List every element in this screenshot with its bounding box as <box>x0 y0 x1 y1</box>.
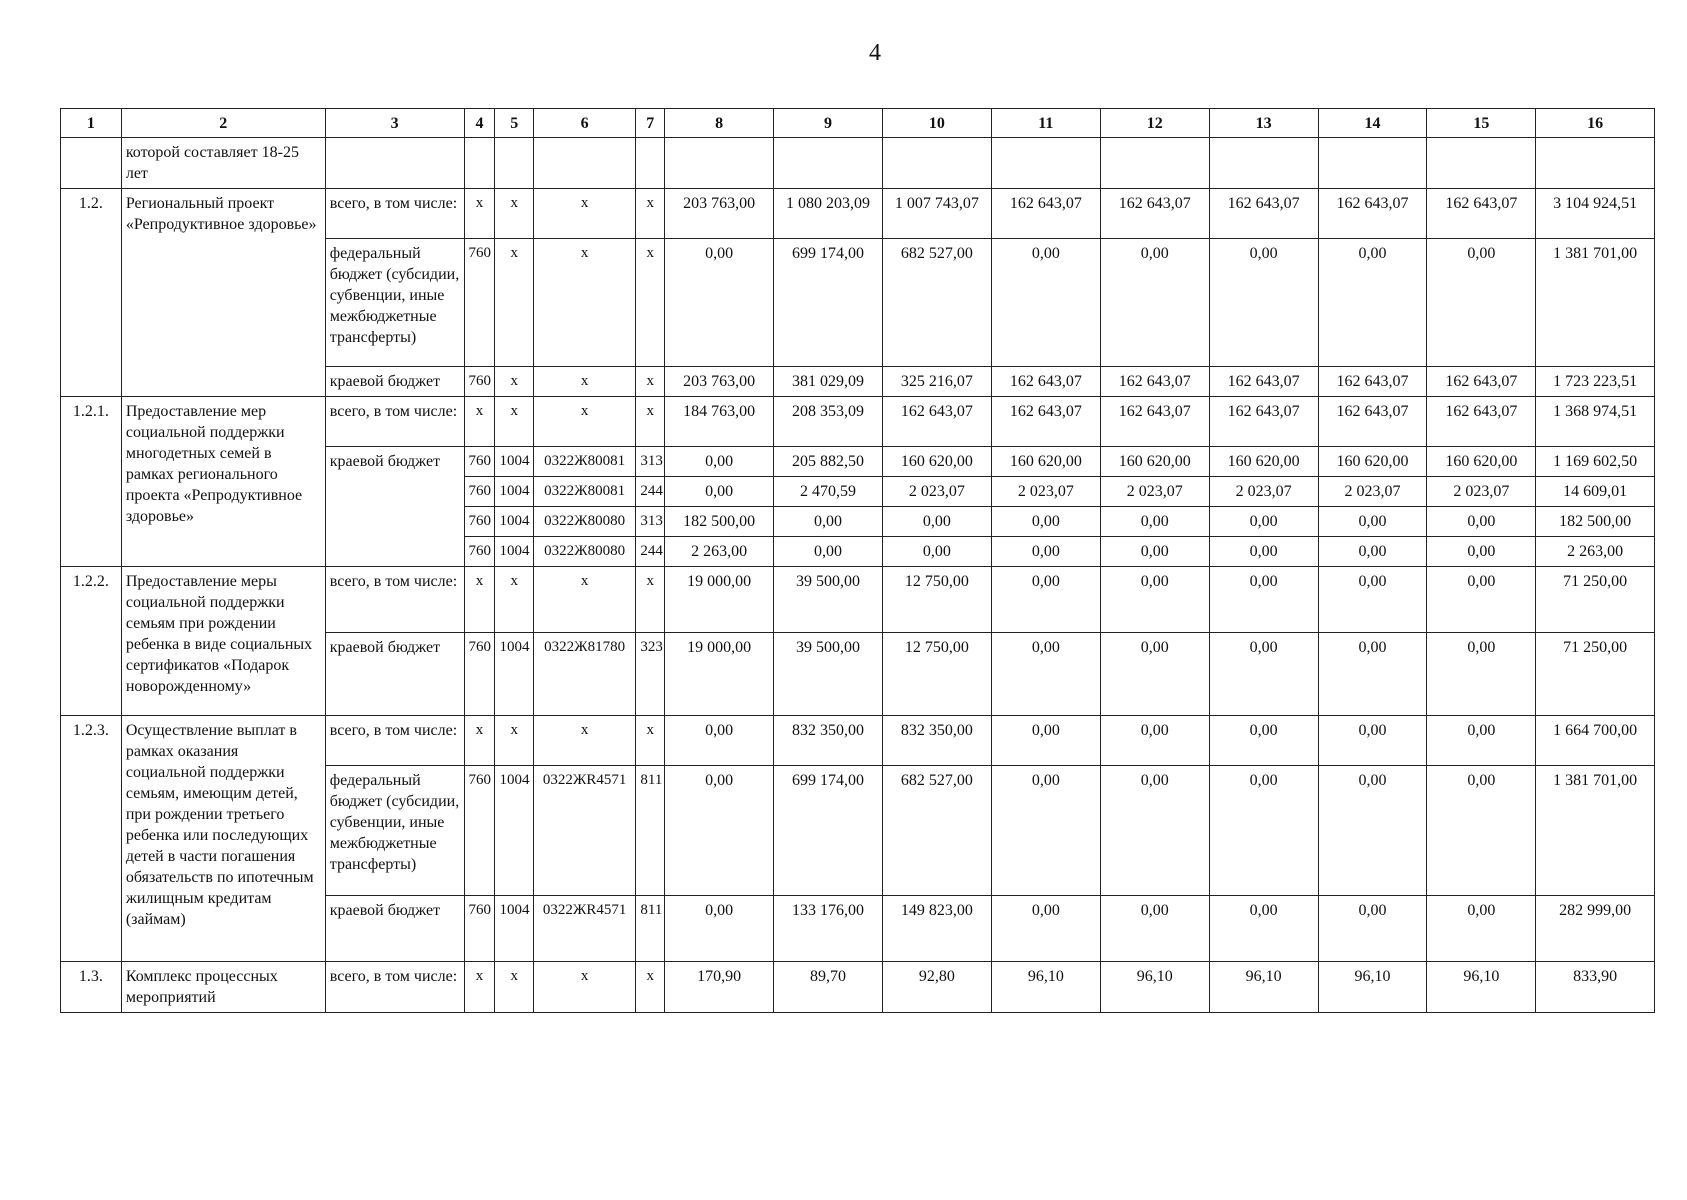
measure-name: Комплекс процессных мероприятий <box>121 962 325 1013</box>
budget-code-c6: 0322Ж80080 <box>533 507 635 537</box>
year-value: 0,00 <box>1318 766 1427 896</box>
funding-source <box>325 138 464 189</box>
year-value: 2 023,07 <box>882 477 991 507</box>
budget-code-c6: x <box>533 716 635 766</box>
year-value: 0,00 <box>1427 633 1536 716</box>
budget-code-c5: 1004 <box>495 447 533 477</box>
year-value: 0,00 <box>991 537 1100 567</box>
budget-code-c5: x <box>495 367 533 397</box>
budget-code-c7: x <box>636 397 665 447</box>
budget-code-c5: 1004 <box>495 633 533 716</box>
budget-code-c6: 0322ЖR4571 <box>533 896 635 962</box>
year-value: 0,00 <box>1209 633 1318 716</box>
year-value: 0,00 <box>991 239 1100 367</box>
total-value: 1 169 602,50 <box>1536 447 1655 477</box>
year-value: 0,00 <box>1427 716 1536 766</box>
column-header-3: 3 <box>325 109 464 138</box>
funding-source: краевой бюджет <box>325 447 464 567</box>
year-value: 89,70 <box>774 962 883 1013</box>
budget-code-c5: x <box>495 397 533 447</box>
year-value: 0,00 <box>1427 239 1536 367</box>
year-value: 0,00 <box>991 896 1100 962</box>
funding-source: федеральный бюджет (субсидии, субвенции, иные межбюджетные трансферты) <box>325 766 464 896</box>
column-header-14: 14 <box>1318 109 1427 138</box>
total-value: 1 723 223,51 <box>1536 367 1655 397</box>
year-value: 0,00 <box>882 507 991 537</box>
budget-code-c5: 1004 <box>495 537 533 567</box>
column-header-2: 2 <box>121 109 325 138</box>
total-value: 182 500,00 <box>1536 507 1655 537</box>
year-value: 0,00 <box>1318 567 1427 633</box>
year-value: 832 350,00 <box>774 716 883 766</box>
year-value: 162 643,07 <box>1209 367 1318 397</box>
year-value: 0,00 <box>1209 716 1318 766</box>
column-header-12: 12 <box>1100 109 1209 138</box>
year-value: 0,00 <box>774 507 883 537</box>
total-value: 1 381 701,00 <box>1536 239 1655 367</box>
year-value: 162 643,07 <box>991 397 1100 447</box>
budget-code-c5: x <box>495 962 533 1013</box>
page-number: 4 <box>869 40 881 66</box>
year-value: 149 823,00 <box>882 896 991 962</box>
year-value: 0,00 <box>774 537 883 567</box>
year-value: 381 029,09 <box>774 367 883 397</box>
budget-code-c7: 323 <box>636 633 665 716</box>
year-value: 92,80 <box>882 962 991 1013</box>
budget-code-c7: x <box>636 716 665 766</box>
total-value: 1 664 700,00 <box>1536 716 1655 766</box>
year-value: 2 263,00 <box>665 537 774 567</box>
total-value: 2 263,00 <box>1536 537 1655 567</box>
budget-code-c4: x <box>464 567 495 633</box>
year-value: 0,00 <box>665 716 774 766</box>
year-value: 19 000,00 <box>665 633 774 716</box>
table-row <box>61 567 1655 633</box>
budget-code-c6: x <box>533 397 635 447</box>
funding-source: краевой бюджет <box>325 633 464 716</box>
budget-code-c4: x <box>464 189 495 239</box>
total-value: 1 368 974,51 <box>1536 397 1655 447</box>
budget-code-c7: x <box>636 239 665 367</box>
year-value: 203 763,00 <box>665 367 774 397</box>
year-value: 0,00 <box>882 537 991 567</box>
budget-code-c6: x <box>533 962 635 1013</box>
budget-code-c5 <box>495 138 533 189</box>
budget-code-c7: x <box>636 567 665 633</box>
year-value: 0,00 <box>665 766 774 896</box>
year-value: 162 643,07 <box>1427 189 1536 239</box>
table-row <box>61 138 1655 189</box>
year-value: 162 643,07 <box>1318 189 1427 239</box>
year-value <box>774 138 883 189</box>
year-value <box>1100 138 1209 189</box>
year-value: 0,00 <box>1100 633 1209 716</box>
column-header-13: 13 <box>1209 109 1318 138</box>
year-value: 39 500,00 <box>774 567 883 633</box>
year-value: 2 023,07 <box>1209 477 1318 507</box>
year-value: 0,00 <box>1209 896 1318 962</box>
total-value: 1 381 701,00 <box>1536 766 1655 896</box>
row-number: 1.2.1. <box>61 397 122 567</box>
total-value: 833,90 <box>1536 962 1655 1013</box>
table-row <box>61 716 1655 766</box>
year-value: 170,90 <box>665 962 774 1013</box>
year-value: 0,00 <box>1318 239 1427 367</box>
total-value <box>1536 138 1655 189</box>
year-value: 0,00 <box>1209 507 1318 537</box>
year-value: 0,00 <box>1100 239 1209 367</box>
year-value: 0,00 <box>1427 507 1536 537</box>
year-value: 0,00 <box>665 896 774 962</box>
year-value: 160 620,00 <box>1318 447 1427 477</box>
funding-source: всего, в том числе: <box>325 397 464 447</box>
column-header-11: 11 <box>991 109 1100 138</box>
budget-table <box>60 108 1655 1013</box>
year-value: 160 620,00 <box>1100 447 1209 477</box>
year-value: 2 023,07 <box>1318 477 1427 507</box>
year-value: 162 643,07 <box>991 189 1100 239</box>
funding-source: всего, в том числе: <box>325 962 464 1013</box>
budget-code-c7: 313 <box>636 507 665 537</box>
budget-code-c6: x <box>533 367 635 397</box>
year-value: 0,00 <box>1209 766 1318 896</box>
column-header-5: 5 <box>495 109 533 138</box>
measure-name: Предоставление меры социальной поддержки семьям при рождении ребенка в виде социальных сертификатов «Подарок новорожденному» <box>121 567 325 716</box>
budget-code-c4: 760 <box>464 633 495 716</box>
column-header-9: 9 <box>774 109 883 138</box>
funding-source: всего, в том числе: <box>325 189 464 239</box>
year-value: 0,00 <box>1318 633 1427 716</box>
budget-code-c6: x <box>533 189 635 239</box>
row-number <box>61 138 122 189</box>
year-value: 162 643,07 <box>1318 397 1427 447</box>
year-value: 182 500,00 <box>665 507 774 537</box>
budget-code-c6: x <box>533 239 635 367</box>
budget-code-c4: 760 <box>464 447 495 477</box>
year-value: 205 882,50 <box>774 447 883 477</box>
year-value <box>665 138 774 189</box>
year-value: 0,00 <box>1318 537 1427 567</box>
budget-code-c4: 760 <box>464 477 495 507</box>
year-value: 325 216,07 <box>882 367 991 397</box>
table-header-row <box>61 109 1655 138</box>
year-value <box>882 138 991 189</box>
budget-code-c5: 1004 <box>495 896 533 962</box>
budget-code-c7: 313 <box>636 447 665 477</box>
budget-code-c7: 244 <box>636 477 665 507</box>
row-number: 1.2.3. <box>61 716 122 962</box>
measure-name: Осуществление выплат в рамках оказания социальной поддержки семьям, имеющим детей, при рождении третьего ребенка или последующих детей в части погашения обязательств по ипотечным жилищным кредитам (займам) <box>121 716 325 962</box>
budget-code-c6: 0322Ж81780 <box>533 633 635 716</box>
year-value: 160 620,00 <box>991 447 1100 477</box>
year-value: 0,00 <box>1100 896 1209 962</box>
year-value: 208 353,09 <box>774 397 883 447</box>
year-value: 0,00 <box>1100 567 1209 633</box>
budget-code-c5: x <box>495 567 533 633</box>
budget-code-c6: x <box>533 567 635 633</box>
year-value: 162 643,07 <box>1209 189 1318 239</box>
measure-name: Предоставление мер социальной поддержки многодетных семей в рамках регионального проекта «Репродуктивное здоровье» <box>121 397 325 567</box>
year-value: 2 023,07 <box>1100 477 1209 507</box>
column-header-15: 15 <box>1427 109 1536 138</box>
funding-source: федеральный бюджет (субсидии, субвенции, иные межбюджетные трансферты) <box>325 239 464 367</box>
year-value: 184 763,00 <box>665 397 774 447</box>
budget-code-c4: x <box>464 397 495 447</box>
year-value: 0,00 <box>1318 716 1427 766</box>
budget-code-c7: x <box>636 367 665 397</box>
budget-code-c5: x <box>495 239 533 367</box>
funding-source: всего, в том числе: <box>325 567 464 633</box>
budget-code-c5: 1004 <box>495 766 533 896</box>
year-value: 0,00 <box>665 477 774 507</box>
budget-code-c7 <box>636 138 665 189</box>
column-header-4: 4 <box>464 109 495 138</box>
year-value: 162 643,07 <box>1427 367 1536 397</box>
year-value <box>1427 138 1536 189</box>
budget-code-c4: x <box>464 962 495 1013</box>
year-value: 162 643,07 <box>1100 367 1209 397</box>
funding-source: всего, в том числе: <box>325 716 464 766</box>
year-value: 2 470,59 <box>774 477 883 507</box>
measure-name: Региональный проект «Репродуктивное здоровье» <box>121 189 325 397</box>
budget-code-c5: 1004 <box>495 507 533 537</box>
budget-code-c7: 244 <box>636 537 665 567</box>
budget-code-c4: 760 <box>464 537 495 567</box>
year-value: 96,10 <box>1209 962 1318 1013</box>
year-value: 96,10 <box>1427 962 1536 1013</box>
year-value: 0,00 <box>1427 896 1536 962</box>
year-value: 160 620,00 <box>1427 447 1536 477</box>
year-value: 19 000,00 <box>665 567 774 633</box>
year-value: 160 620,00 <box>882 447 991 477</box>
total-value: 282 999,00 <box>1536 896 1655 962</box>
total-value: 71 250,00 <box>1536 567 1655 633</box>
year-value: 699 174,00 <box>774 239 883 367</box>
year-value <box>1318 138 1427 189</box>
year-value: 96,10 <box>991 962 1100 1013</box>
budget-code-c4: x <box>464 716 495 766</box>
budget-code-c7: 811 <box>636 896 665 962</box>
year-value: 162 643,07 <box>991 367 1100 397</box>
year-value: 0,00 <box>991 567 1100 633</box>
year-value: 162 643,07 <box>1100 397 1209 447</box>
total-value: 71 250,00 <box>1536 633 1655 716</box>
column-header-8: 8 <box>665 109 774 138</box>
table-row <box>61 962 1655 1013</box>
year-value: 96,10 <box>1318 962 1427 1013</box>
budget-code-c6 <box>533 138 635 189</box>
year-value: 0,00 <box>1427 537 1536 567</box>
year-value: 0,00 <box>991 716 1100 766</box>
total-value: 14 609,01 <box>1536 477 1655 507</box>
table-row <box>61 189 1655 239</box>
year-value: 39 500,00 <box>774 633 883 716</box>
year-value: 133 176,00 <box>774 896 883 962</box>
year-value: 682 527,00 <box>882 766 991 896</box>
year-value: 162 643,07 <box>1427 397 1536 447</box>
budget-code-c6: 0322ЖR4571 <box>533 766 635 896</box>
year-value: 0,00 <box>991 633 1100 716</box>
year-value: 1 007 743,07 <box>882 189 991 239</box>
year-value: 0,00 <box>991 766 1100 896</box>
year-value: 0,00 <box>1100 716 1209 766</box>
year-value: 162 643,07 <box>882 397 991 447</box>
budget-code-c4: 760 <box>464 507 495 537</box>
table-row <box>61 397 1655 447</box>
budget-code-c5: x <box>495 189 533 239</box>
year-value: 832 350,00 <box>882 716 991 766</box>
year-value: 160 620,00 <box>1209 447 1318 477</box>
year-value: 203 763,00 <box>665 189 774 239</box>
budget-code-c4 <box>464 138 495 189</box>
budget-code-c5: 1004 <box>495 477 533 507</box>
year-value: 0,00 <box>1100 507 1209 537</box>
year-value: 12 750,00 <box>882 567 991 633</box>
year-value: 0,00 <box>1100 766 1209 896</box>
budget-code-c4: 760 <box>464 239 495 367</box>
year-value: 699 174,00 <box>774 766 883 896</box>
budget-code-c7: x <box>636 189 665 239</box>
year-value: 162 643,07 <box>1100 189 1209 239</box>
row-number: 1.3. <box>61 962 122 1013</box>
year-value: 0,00 <box>1209 567 1318 633</box>
budget-code-c6: 0322Ж80081 <box>533 447 635 477</box>
year-value <box>991 138 1100 189</box>
year-value: 0,00 <box>665 447 774 477</box>
year-value: 0,00 <box>1209 537 1318 567</box>
column-header-10: 10 <box>882 109 991 138</box>
year-value: 0,00 <box>1318 896 1427 962</box>
year-value: 96,10 <box>1100 962 1209 1013</box>
table-body <box>61 138 1655 1013</box>
funding-source: краевой бюджет <box>325 367 464 397</box>
column-header-6: 6 <box>533 109 635 138</box>
budget-code-c7: x <box>636 962 665 1013</box>
column-header-16: 16 <box>1536 109 1655 138</box>
year-value: 12 750,00 <box>882 633 991 716</box>
year-value: 0,00 <box>1100 537 1209 567</box>
budget-code-c6: 0322Ж80081 <box>533 477 635 507</box>
measure-name: которой составляет 18-25 лет <box>121 138 325 189</box>
year-value: 0,00 <box>1318 507 1427 537</box>
year-value: 0,00 <box>665 239 774 367</box>
row-number: 1.2.2. <box>61 567 122 716</box>
year-value: 0,00 <box>1427 766 1536 896</box>
budget-code-c4: 760 <box>464 367 495 397</box>
budget-code-c6: 0322Ж80080 <box>533 537 635 567</box>
year-value: 0,00 <box>1209 239 1318 367</box>
year-value: 1 080 203,09 <box>774 189 883 239</box>
budget-code-c4: 760 <box>464 896 495 962</box>
year-value: 2 023,07 <box>1427 477 1536 507</box>
year-value: 2 023,07 <box>991 477 1100 507</box>
year-value: 0,00 <box>991 507 1100 537</box>
budget-code-c7: 811 <box>636 766 665 896</box>
budget-code-c4: 760 <box>464 766 495 896</box>
funding-source: краевой бюджет <box>325 896 464 962</box>
column-header-1: 1 <box>61 109 122 138</box>
total-value: 3 104 924,51 <box>1536 189 1655 239</box>
budget-code-c5: x <box>495 716 533 766</box>
year-value: 162 643,07 <box>1209 397 1318 447</box>
year-value: 162 643,07 <box>1318 367 1427 397</box>
year-value <box>1209 138 1318 189</box>
column-header-7: 7 <box>636 109 665 138</box>
row-number: 1.2. <box>61 189 122 397</box>
year-value: 682 527,00 <box>882 239 991 367</box>
year-value: 0,00 <box>1427 567 1536 633</box>
